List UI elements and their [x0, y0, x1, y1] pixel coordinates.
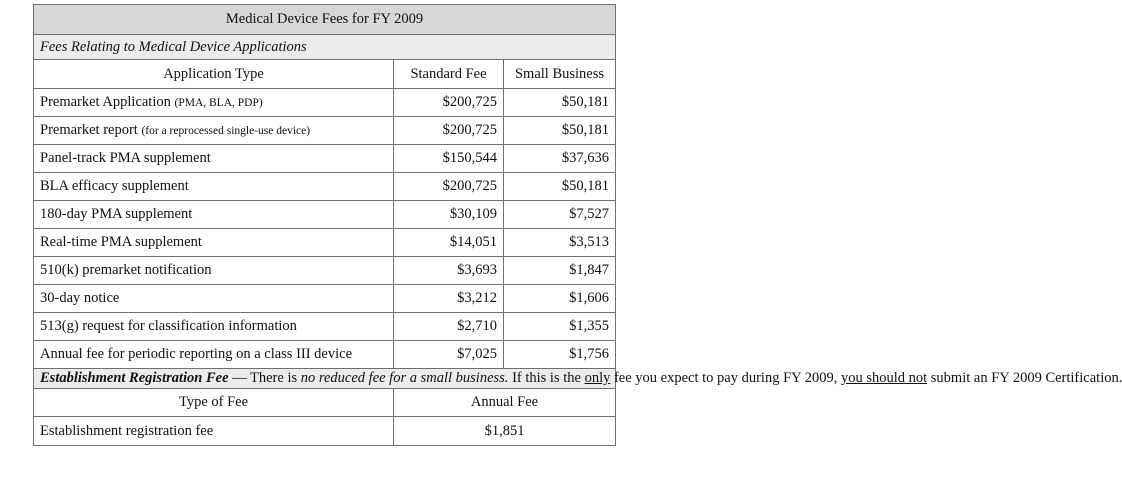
note-should-not: you should not — [840, 370, 928, 386]
table-row — [34, 145, 616, 173]
application-type-cell — [34, 257, 394, 285]
table-row — [34, 313, 616, 341]
note-label: Establishment Registration Fee — [40, 370, 229, 386]
standard-fee-cell: $3,212 — [394, 285, 504, 313]
application-type-label: Premarket Application — [40, 94, 175, 110]
small-business-fee-cell: $37,636 — [504, 145, 616, 173]
application-type-label: BLA efficacy supplement — [40, 178, 189, 194]
header-annual-fee: Annual Fee — [394, 389, 616, 417]
header-application-type: Application Type — [34, 60, 394, 89]
establishment-fee: $1,851 — [394, 417, 616, 446]
application-type-cell — [34, 173, 394, 201]
application-type-cell — [34, 341, 394, 369]
table-row — [34, 257, 616, 285]
small-business-fee-cell: $50,181 — [504, 89, 616, 117]
small-business-fee-cell: $7,527 — [504, 201, 616, 229]
application-type-label: Premarket report — [40, 122, 142, 138]
standard-fee-cell: $30,109 — [394, 201, 504, 229]
table-title: Medical Device Fees for FY 2009 — [34, 5, 616, 35]
standard-fee-cell: $3,693 — [394, 257, 504, 285]
small-business-fee-cell: $3,513 — [504, 229, 616, 257]
application-type-label: Real-time PMA supplement — [40, 234, 202, 250]
application-type-cell — [34, 117, 394, 145]
establishment-note — [34, 369, 1122, 389]
small-business-fee-cell: $1,606 — [504, 285, 616, 313]
small-business-fee-cell: $50,181 — [504, 117, 616, 145]
column-header-row — [34, 60, 616, 89]
note-text-1: — There is — [228, 370, 301, 386]
standard-fee-cell: $200,725 — [394, 89, 504, 117]
application-type-label: 30-day notice — [40, 290, 120, 306]
table-row — [34, 173, 616, 201]
application-type-label: 513(g) request for classification information — [40, 318, 297, 334]
application-type-label: Annual fee for periodic reporting on a class III device — [40, 346, 353, 362]
header-standard-fee: Standard Fee — [394, 60, 504, 89]
note-only: only — [584, 370, 611, 386]
application-type-label: 510(k) premarket notification — [40, 262, 212, 278]
application-type-note: (for a reprocessed single-use device) — [141, 125, 311, 137]
application-type-cell — [34, 285, 394, 313]
table-row — [34, 229, 616, 257]
table-row — [34, 285, 616, 313]
title-row — [34, 5, 616, 35]
header-type-of-fee: Type of Fee — [34, 389, 394, 417]
standard-fee-cell: $14,051 — [394, 229, 504, 257]
establishment-note-row — [34, 369, 616, 389]
section-row — [34, 35, 616, 60]
standard-fee-cell: $150,544 — [394, 145, 504, 173]
section-heading: Fees Relating to Medical Device Applications — [34, 35, 616, 60]
small-business-fee-cell: $1,847 — [504, 257, 616, 285]
small-business-fee-cell: $50,181 — [504, 173, 616, 201]
standard-fee-cell: $2,710 — [394, 313, 504, 341]
application-type-label: 180-day PMA supplement — [40, 206, 193, 222]
establishment-row — [34, 417, 616, 446]
note-text-7: submit an FY 2009 Certification. — [927, 370, 1122, 386]
fee-rows — [34, 89, 616, 369]
application-type-cell — [34, 201, 394, 229]
note-no-reduced: no reduced fee for a small business. — [300, 370, 509, 386]
note-text-3: If this is the — [508, 370, 585, 386]
fee-table — [33, 4, 1122, 446]
application-type-note: (PMA, BLA, PDP) — [174, 97, 263, 109]
standard-fee-cell: $7,025 — [394, 341, 504, 369]
type-header-row — [34, 389, 616, 417]
application-type-cell — [34, 89, 394, 117]
standard-fee-cell: $200,725 — [394, 117, 504, 145]
standard-fee-cell: $200,725 — [394, 173, 504, 201]
small-business-fee-cell: $1,756 — [504, 341, 616, 369]
table-row — [34, 117, 616, 145]
header-small-business: Small Business — [504, 60, 616, 89]
table-row — [34, 89, 616, 117]
small-business-fee-cell: $1,355 — [504, 313, 616, 341]
note-text-5: fee you expect to pay during FY 2009, — [610, 370, 841, 386]
application-type-cell — [34, 145, 394, 173]
application-type-cell — [34, 229, 394, 257]
application-type-cell — [34, 313, 394, 341]
establishment-label: Establishment registration fee — [34, 417, 394, 446]
table-row — [34, 201, 616, 229]
application-type-label: Panel-track PMA supplement — [40, 150, 211, 166]
table-row — [34, 341, 616, 369]
